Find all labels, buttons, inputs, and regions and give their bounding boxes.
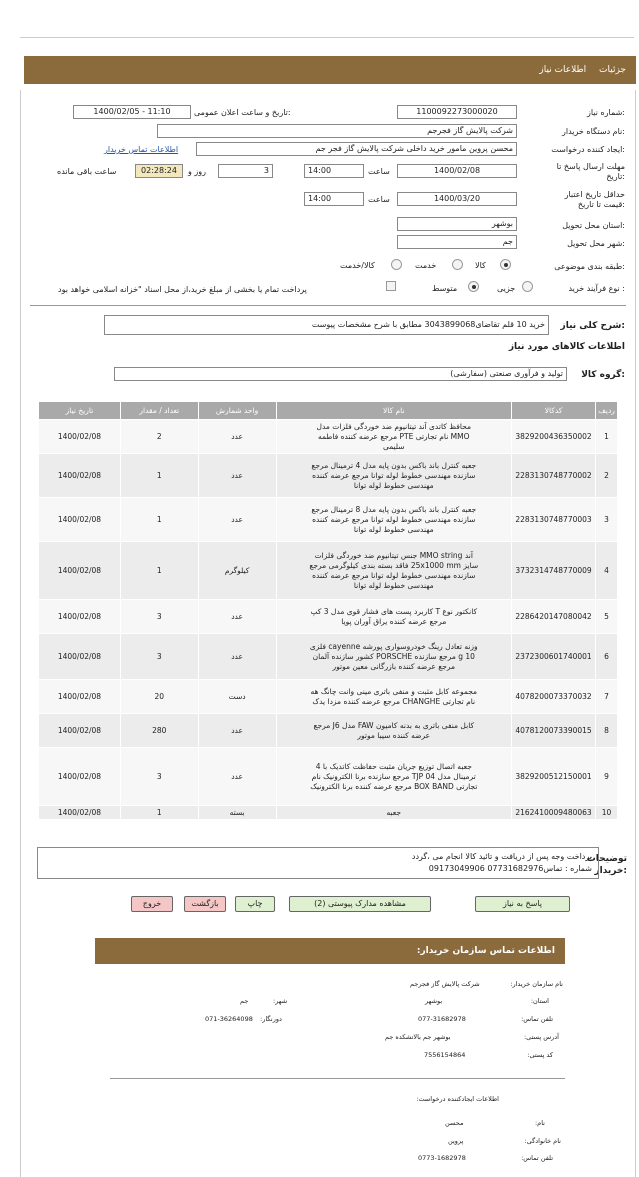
creator-phone-label: تلفن تماس: — [521, 1154, 553, 1162]
price-validity-label: حداقل تاریخ اعتبار قیمت تا تاریخ: — [564, 190, 625, 209]
exit-button[interactable]: خروج — [131, 896, 173, 912]
process-small-radio[interactable] — [522, 281, 533, 292]
cell-row: 6 — [596, 634, 618, 680]
requester-label: ایجاد کننده درخواست: — [551, 145, 625, 154]
contact-section-title: اطلاعات تماس سازمان خریدار: — [95, 938, 565, 964]
days-label: روز و — [188, 167, 206, 176]
creator-name: محسن — [445, 1119, 464, 1127]
cell-date: 1400/02/08 — [39, 748, 121, 806]
buyer-notes-line2: شماره : تماس07731682976 09173049906 — [428, 864, 592, 873]
cell-unit: بسته — [198, 806, 276, 820]
province-label: استان محل تحویل: — [562, 221, 625, 230]
buyer-contact-link[interactable]: اطلاعات تماس خریدار — [104, 145, 179, 154]
contact-org-label: نام سازمان خریدار: — [510, 980, 563, 988]
cell-code: 2286420147080042 — [512, 600, 596, 634]
back-button[interactable]: بازگشت — [184, 896, 226, 912]
items-table — [38, 401, 618, 820]
view-documents-button[interactable]: مشاهده مدارک پیوستی (2) — [289, 896, 431, 912]
cell-qty: 3 — [120, 634, 198, 680]
reply-date-field: 1400/02/08 — [397, 164, 517, 178]
cell-unit: عدد — [198, 748, 276, 806]
group-label: گروه کالا: — [581, 370, 625, 380]
cell-qty: 1 — [120, 498, 198, 542]
process-small-label: جزیی — [497, 284, 516, 293]
remaining-time-field: 02:28:24 — [135, 164, 183, 178]
announce-field: 1400/02/05 - 11:10 — [73, 105, 191, 119]
cell-row: 8 — [596, 714, 618, 748]
price-validity-time-label: ساعت — [368, 195, 390, 204]
price-validity-time: 14:00 — [304, 192, 364, 206]
category-goods-label: کالا — [475, 261, 486, 270]
cell-name: جعبه کنترل باند باکس بدون پایه مدل 4 ترمینال مرجع سازنده مهندسی خطوط لوله توانا مرجع عرضه کننده مهندسی خطوط لوله توانا — [276, 454, 512, 498]
col-code: کدکالا — [512, 402, 596, 420]
reply-time-label: ساعت — [368, 167, 390, 176]
cell-date: 1400/02/08 — [39, 600, 121, 634]
buyer-notes-label: توضیحات خریدار: — [586, 854, 627, 876]
days-field: 3 — [218, 164, 273, 178]
cell-unit: عدد — [198, 714, 276, 748]
cell-row: 3 — [596, 498, 618, 542]
buyer-notes-line1: پرداخت وجه پس از دریافت و تائید کالا انجام می ،گردد — [411, 852, 592, 861]
category-both-label: کالا/خدمت — [340, 261, 375, 270]
top-divider — [20, 37, 634, 38]
cell-unit: عدد — [198, 420, 276, 454]
contact-address-label: آدرس پستی: — [523, 1033, 559, 1041]
table-row — [39, 806, 618, 820]
nav-need-info[interactable]: اطلاعات نیاز — [539, 65, 587, 75]
cell-name: کابل منفی باتری به بدنه کامیون FAW مدل J6 مرجع عرضه کننده سیبا موتور — [276, 714, 512, 748]
buyer-org-field: شرکت پالایش گاز فجرجم — [157, 124, 517, 138]
table-row — [39, 498, 618, 542]
contact-address: بوشهر جم بالاتشکده جم — [385, 1033, 451, 1041]
cell-code: 4078120073390015 — [512, 714, 596, 748]
contact-city: جم — [240, 997, 249, 1005]
city-field: جم — [397, 235, 517, 249]
creator-family: پروین — [448, 1137, 464, 1145]
cell-row: 5 — [596, 600, 618, 634]
reply-time-field: 14:00 — [304, 164, 364, 178]
cell-qty: 280 — [120, 714, 198, 748]
contact-fax-label: دورنگار: — [260, 1015, 282, 1023]
cell-unit: عدد — [198, 454, 276, 498]
cell-unit: عدد — [198, 634, 276, 680]
cell-qty: 1 — [120, 806, 198, 820]
buyer-org-label: نام دستگاه خریدار: — [561, 127, 625, 136]
cell-unit: کیلوگرم — [198, 542, 276, 600]
contact-divider — [110, 1078, 565, 1079]
nav-details[interactable]: جزئیات — [599, 65, 626, 75]
cell-qty: 1 — [120, 542, 198, 600]
category-label: طبقه بندی موضوعی: — [554, 262, 625, 271]
cell-code: 2162410009480063 — [512, 806, 596, 820]
category-service-label: خدمت — [415, 261, 437, 270]
cell-date: 1400/02/08 — [39, 680, 121, 714]
contact-fax: 071-36264098 — [205, 1015, 253, 1023]
cell-unit: عدد — [198, 498, 276, 542]
col-qty: تعداد / مقدار — [120, 402, 198, 420]
cell-row: 10 — [596, 806, 618, 820]
contact-postal: 7556154864 — [424, 1051, 466, 1059]
col-date: تاریخ نیاز — [39, 402, 121, 420]
creator-family-label: نام خانوادگی: — [524, 1137, 561, 1145]
cell-row: 9 — [596, 748, 618, 806]
col-row: ردیف — [596, 402, 618, 420]
cell-row: 1 — [596, 420, 618, 454]
cell-date: 1400/02/08 — [39, 498, 121, 542]
need-number-label: شماره نیاز: — [586, 108, 625, 117]
contact-province-label: استان: — [530, 997, 549, 1005]
cell-name: جعبه — [276, 806, 512, 820]
requester-field: محسن پروین مامور خرید داخلی شرکت پالایش گاز فجر جم — [196, 142, 517, 156]
table-row — [39, 420, 618, 454]
table-row — [39, 748, 618, 806]
cell-name: محافظ کاتدی آند تیتانیوم ضد خوردگی فلزات مدل MMO نام تجارتی PTE مرجع عرضه کننده فاطمه سلیمی — [276, 420, 512, 454]
cell-unit: دست — [198, 680, 276, 714]
cell-qty: 1 — [120, 454, 198, 498]
divider — [30, 305, 626, 306]
process-label: نوع فرآیند خرید : — [568, 284, 625, 293]
cell-date: 1400/02/08 — [39, 542, 121, 600]
cell-row: 2 — [596, 454, 618, 498]
cell-qty: 3 — [120, 600, 198, 634]
cell-date: 1400/02/08 — [39, 420, 121, 454]
need-number-field: 1100092273000020 — [397, 105, 517, 119]
creator-name-label: نام: — [534, 1119, 545, 1127]
cell-date: 1400/02/08 — [39, 806, 121, 820]
summary-label: شرح کلی نیاز: — [560, 321, 625, 331]
table-row — [39, 600, 618, 634]
cell-date: 1400/02/08 — [39, 714, 121, 748]
category-goods-radio[interactable] — [500, 259, 511, 270]
cell-date: 1400/02/08 — [39, 634, 121, 680]
creator-title: اطلاعات ایجادکننده درخواست: — [416, 1095, 499, 1103]
table-row — [39, 542, 618, 600]
cell-code: 3732314748770009 — [512, 542, 596, 600]
table-header-row — [39, 402, 618, 420]
process-medium-label: متوسط — [432, 284, 458, 293]
summary-field: خرید 10 قلم تقاضای3043899068 مطابق با شرح مشخصات پیوست — [104, 315, 549, 335]
table-row — [39, 680, 618, 714]
category-service-radio[interactable] — [452, 259, 463, 270]
cell-name: آند MMO string جنس تیتانیوم ضد خوردگی فلزات سایز 25x1000 mm فاقد بسته بندی کیلوگرمی مرجع سازنده مهندسی خطوط لوله توانا مرجع عرضه کننده مهندسی خطوط لوله توانا — [276, 542, 512, 600]
buyer-notes-box — [37, 847, 599, 879]
cell-code: 3829200512150001 — [512, 748, 596, 806]
goods-title: اطلاعات کالاهای مورد نیاز — [508, 342, 625, 352]
table-row — [39, 634, 618, 680]
reply-button[interactable]: پاسخ به نیاز — [475, 896, 570, 912]
reply-deadline-label: مهلت ارسال پاسخ تا تاریخ: — [556, 162, 625, 181]
category-both-radio[interactable] — [391, 259, 402, 270]
remaining-label: ساعت باقی مانده — [57, 167, 117, 176]
table-row — [39, 454, 618, 498]
province-field: بوشهر — [397, 217, 517, 231]
cell-qty: 20 — [120, 680, 198, 714]
cell-unit: عدد — [198, 600, 276, 634]
group-field: تولید و فرآوری صنعتی (سفارشی) — [114, 367, 567, 381]
announce-label: تاریخ و ساعت اعلان عمومی: — [194, 108, 291, 117]
contact-postal-label: کد پستی: — [527, 1051, 553, 1059]
table-row — [39, 714, 618, 748]
cell-name: وزنه تعادل رینگ خودروسواری پورشه cayenne فلزی 10 g مرجع سازنده PORSCHE کشور سازنده آلمان مرجع عرضه کننده بازرگانی معین موتور — [276, 634, 512, 680]
contact-phone: 077-31682978 — [418, 1015, 466, 1023]
contact-city-label: شهر: — [273, 997, 288, 1005]
cell-code: 2372300601740001 — [512, 634, 596, 680]
cell-name: جعبه اتصال توزیع جریان مثبت حفاظت کاتدیک با 4 ترمینال مدل TJP 04 مرجع سازنده برنا الکترونیک نام تجارتی BOX BAND مرجع عرضه کننده برنا الکترونیک — [276, 748, 512, 806]
cell-row: 7 — [596, 680, 618, 714]
process-medium-radio[interactable] — [468, 281, 479, 292]
cell-qty: 3 — [120, 748, 198, 806]
contact-province: بوشهر — [425, 997, 443, 1005]
cell-code: 4078200073370032 — [512, 680, 596, 714]
treasury-checkbox[interactable] — [386, 281, 396, 291]
cell-name: کانکتور نوع T کاربرد پست های فشار قوی مدل 3 کپ مرجع عرضه کننده یراق آوران پویا — [276, 600, 512, 634]
contact-phone-label: تلفن تماس: — [521, 1015, 553, 1023]
col-unit: واحد شمارش — [198, 402, 276, 420]
contact-org: شرکت پالایش گاز فجرجم — [410, 980, 480, 988]
print-button[interactable]: چاپ — [235, 896, 275, 912]
cell-qty: 2 — [120, 420, 198, 454]
cell-code: 2283130748770003 — [512, 498, 596, 542]
cell-name: جعبه کنترل باند باکس بدون پایه مدل 8 ترمینال مرجع سازنده مهندسی خطوط لوله توانا مرجع عرضه کننده مهندسی خطوط لوله توانا — [276, 498, 512, 542]
cell-code: 2283130748770002 — [512, 454, 596, 498]
price-validity-date: 1400/03/20 — [397, 192, 517, 206]
header-bar — [24, 56, 636, 84]
cell-row: 4 — [596, 542, 618, 600]
cell-date: 1400/02/08 — [39, 454, 121, 498]
creator-phone: 0773-1682978 — [418, 1154, 466, 1162]
cell-name: مجموعه کابل مثبت و منفی باتری مینی وانت چانگ هه نام تجارتی CHANGHE مرجع عرضه کننده مزدا یدک — [276, 680, 512, 714]
city-label: شهر محل تحویل: — [567, 239, 625, 248]
cell-code: 3829200436350002 — [512, 420, 596, 454]
treasury-note: پرداخت تمام یا بخشی از مبلغ خرید،از محل اسناد "خزانه اسلامی خواهد بود — [58, 285, 307, 294]
col-name: نام کالا — [276, 402, 512, 420]
